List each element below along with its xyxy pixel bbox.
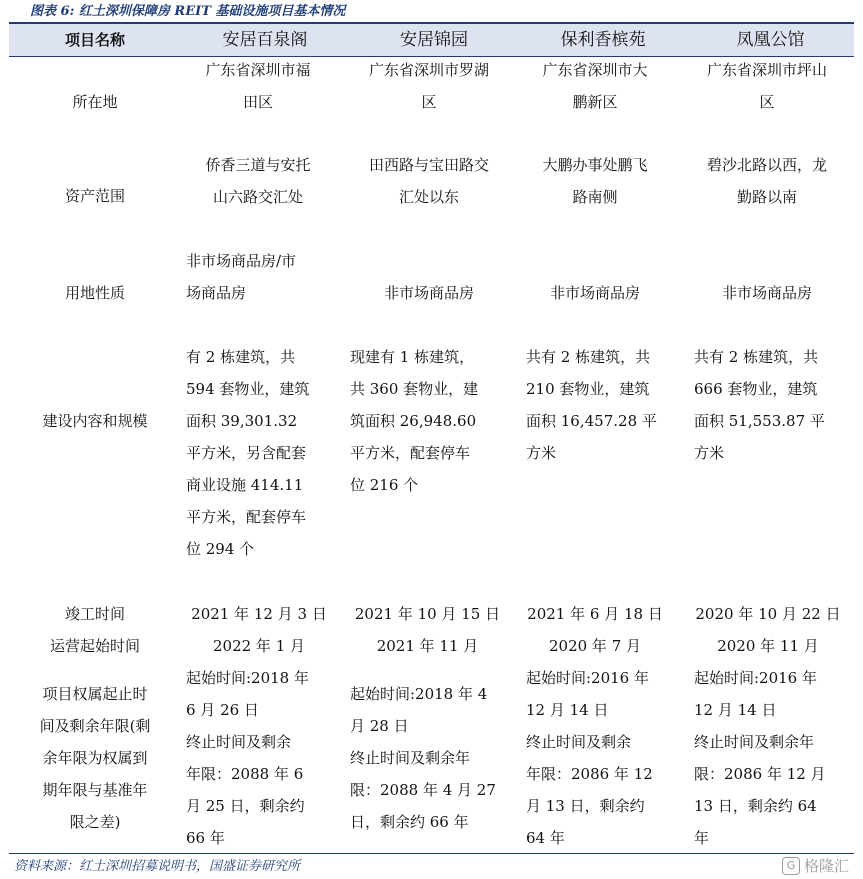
cell-land-rights-4: 起始时间:2016 年 12 月 14 日 终止时间及剩余年 限：2086 年 12 月 13 日，剩余约 64 年: [694, 669, 826, 847]
cell-operation-start-2: 2021 年 11 月: [376, 637, 479, 655]
watermark-text: 格隆汇: [803, 857, 849, 875]
bottom-rule: [9, 853, 854, 854]
figure-caption: 图表 6: 红土深圳保障房 REIT 基础设施项目基本情况: [30, 4, 346, 19]
header-project-name: 项目名称: [64, 31, 125, 49]
watermark: [782, 855, 849, 877]
cell-location-2: 广东省深圳市罗湖 区: [368, 61, 489, 111]
cell-land-use-1: 非市场商品房/市 场商品房: [186, 252, 297, 302]
cell-construction-2: 现建有 1 栋建筑， 共 360 套物业，建 筑面积 26,948.60 平方米，配套停车 位 216 个: [350, 348, 479, 494]
row-label-land-use: 用地性质: [64, 284, 125, 302]
cell-operation-start-4: 2020 年 11 月: [717, 637, 819, 655]
cell-operation-start-3: 2020 年 7 月: [548, 637, 642, 655]
cell-land-use-2: 非市场商品房: [383, 284, 474, 302]
header-anju-baiquange: 安居百泉阁: [222, 30, 308, 50]
cell-completion-1: 2021 年 12 月 3 日: [191, 605, 327, 623]
cell-completion-4: 2020 年 10 月 22 日: [695, 605, 841, 623]
table-header: [9, 24, 854, 57]
row-label-land-rights: 项目权属起止时 间及剩余年限(剩 余年限为权属到 期年限与基准年 限之差): [39, 685, 151, 831]
cell-completion-3: 2021 年 6 月 18 日: [527, 605, 663, 623]
cell-asset-scope-3: 大鹏办事处鹏飞 路南侧: [542, 156, 648, 206]
header-poly-xiangbinyuan: 保利香槟苑: [560, 30, 646, 50]
header-anju-jinyuan: 安居锦园: [400, 30, 468, 50]
cell-operation-start-1: 2022 年 1 月: [212, 637, 306, 655]
header-fenghuang-gongguan: 凤凰公馆: [736, 30, 805, 50]
cell-land-use-4: 非市场商品房: [721, 284, 812, 302]
cell-location-4: 广东省深圳市坪山 区: [706, 61, 827, 111]
cell-location-3: 广东省深圳市大 鹏新区: [542, 61, 648, 111]
gelonghui-logo-icon: G: [782, 857, 800, 875]
cell-land-rights-3: 起始时间:2016 年 12 月 14 日 终止时间及剩余 年限：2086 年 12 月 13 日，剩余约 64 年: [526, 669, 653, 847]
cell-construction-4: 共有 2 栋建筑，共 666 套物业，建筑 面积 51,553.87 平 方米: [694, 348, 825, 462]
row-label-construction: 建设内容和规模: [42, 412, 148, 430]
source-note: 资料来源：红土深圳招募说明书，国盛证券研究所: [14, 859, 301, 874]
row-label-operation-start: 运营起始时间: [49, 637, 140, 655]
cell-asset-scope-1: 侨香三道与安托 山六路交汇处: [205, 156, 311, 206]
cell-land-rights-2: 起始时间:2018 年 4 月 28 日 终止时间及剩余年 限：2088 年 4 月 27 日，剩余约 66 年: [350, 685, 496, 831]
cell-construction-3: 共有 2 栋建筑，共 210 套物业，建筑 面积 16,457.28 平 方米: [526, 348, 657, 462]
cell-land-use-3: 非市场商品房: [549, 284, 640, 302]
row-label-location: 所在地: [72, 93, 118, 111]
row-label-asset-scope: 资产范围: [64, 187, 125, 205]
cell-asset-scope-2: 田西路与宝田路交 汇处以东: [368, 156, 489, 206]
cell-land-rights-1: 起始时间:2018 年 6 月 26 日 终止时间及剩余 年限：2088 年 6 月 25 日，剩余约 66 年: [186, 669, 309, 847]
cell-asset-scope-4: 碧沙北路以西，龙 勤路以南: [706, 156, 827, 206]
cell-construction-1: 有 2 栋建筑，共 594 套物业，建筑 面积 39,301.32 平方米，另含配套 商业设施 414.11 平方米，配套停车 位 294 个: [186, 348, 310, 558]
cell-completion-2: 2021 年 10 月 15 日: [354, 605, 501, 623]
cell-location-1: 广东省深圳市福 田区: [205, 61, 311, 111]
row-label-completion: 竣工时间: [64, 605, 125, 623]
